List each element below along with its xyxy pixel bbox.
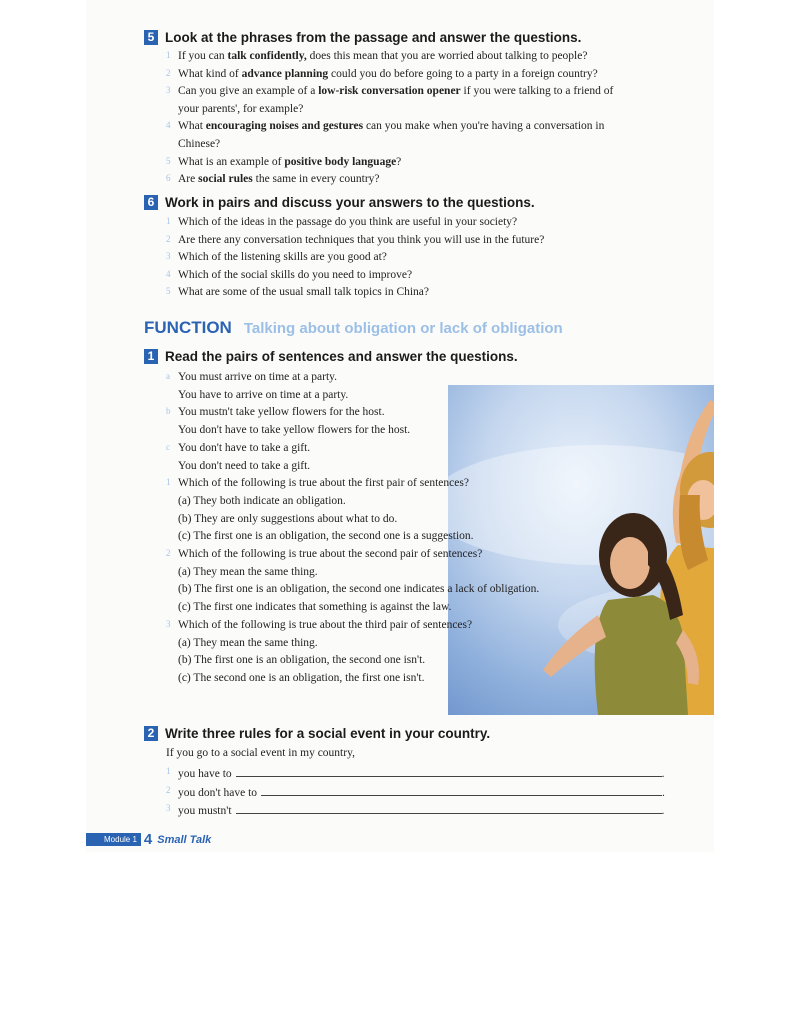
question-line bbox=[178, 102, 303, 117]
item-letter: a bbox=[166, 371, 170, 381]
question-line bbox=[178, 119, 604, 134]
question-text: your parents', for example? bbox=[178, 102, 304, 115]
question-text: What is an example of bbox=[178, 155, 285, 168]
sentence-line: You don't have to take a gift. bbox=[178, 441, 311, 454]
section-number: 1 bbox=[144, 349, 158, 364]
section-number: 5 bbox=[144, 30, 158, 45]
question-line bbox=[178, 49, 587, 64]
function-2-heading bbox=[144, 726, 490, 741]
section-title: Read the pairs of sentences and answer the questions. bbox=[165, 349, 518, 364]
question-text: What bbox=[178, 120, 206, 133]
item-number: 5 bbox=[166, 286, 171, 297]
rule-prompt: you mustn't bbox=[178, 805, 232, 817]
key-phrase: positive body language bbox=[284, 155, 397, 168]
answer-blank[interactable] bbox=[261, 784, 662, 796]
sentence-line: (c) The first one is an obligation, the second one is a suggestion. bbox=[178, 530, 474, 543]
section-number: 2 bbox=[144, 726, 158, 741]
section-title: Work in pairs and discuss your answers to the questions. bbox=[165, 195, 535, 210]
answer-blank[interactable] bbox=[236, 765, 662, 777]
sentence-line: You don't have to take yellow flowers for the host. bbox=[178, 424, 411, 437]
question-line: Which of the social skills do you need to improve? bbox=[178, 268, 413, 281]
question-line: What are some of the usual small talk topics in China? bbox=[178, 286, 430, 299]
item-number: 3 bbox=[166, 251, 171, 262]
function-1-heading bbox=[144, 349, 518, 364]
sentence-line: (a) They mean the same thing. bbox=[178, 565, 318, 578]
sentence-line: You don't need to take a gift. bbox=[178, 459, 311, 472]
period: . bbox=[662, 786, 665, 799]
question-text: could you do before going to a party in a foreign country? bbox=[328, 67, 598, 80]
question-line bbox=[178, 84, 613, 99]
item-number: 1 bbox=[166, 766, 171, 776]
module-title: Small Talk bbox=[157, 833, 212, 846]
item-letter: 3 bbox=[166, 618, 171, 629]
question-text: the same in every country? bbox=[252, 173, 380, 186]
question-text: ? bbox=[396, 155, 402, 168]
item-number: 3 bbox=[166, 85, 171, 96]
question-line bbox=[178, 137, 220, 152]
sentence-line: (a) They both indicate an obligation. bbox=[178, 494, 346, 507]
rule-line bbox=[178, 802, 664, 819]
question-line: Which of the listening skills are you good at? bbox=[178, 251, 387, 264]
question-text: does this mean that you are worried about talking to people? bbox=[306, 50, 588, 62]
section-title: Write three rules for a social event in your country. bbox=[165, 726, 491, 741]
question-text: Chinese? bbox=[178, 138, 221, 150]
sentence-line: (b) They are only suggestions about what to do. bbox=[178, 512, 398, 525]
item-number: 3 bbox=[166, 803, 171, 813]
item-number: 4 bbox=[166, 268, 171, 279]
sentence-line: Which of the following is true about the third pair of sentences? bbox=[178, 618, 473, 631]
question-text: Can you give an example of a bbox=[178, 85, 319, 98]
question-line bbox=[178, 172, 380, 187]
item-number: 1 bbox=[166, 50, 171, 60]
key-phrase: talk confidently, bbox=[227, 50, 307, 62]
item-letter: c bbox=[166, 441, 170, 452]
page-footer bbox=[86, 831, 211, 848]
key-phrase: encouraging noises and gestures bbox=[205, 120, 364, 133]
function-subtitle: Talking about obligation or lack of obligation bbox=[243, 320, 563, 337]
sentence-line: Which of the following is true about the second pair of sentences? bbox=[178, 548, 483, 560]
sentence-line: You must arrive on time at a party. bbox=[178, 371, 338, 383]
item-letter: b bbox=[166, 406, 171, 417]
exercise-intro: If you go to a social event in my country, bbox=[166, 747, 355, 759]
question-line bbox=[178, 155, 401, 170]
item-number: 2 bbox=[166, 67, 171, 78]
question-line: Are there any conversation techniques that you think you will use in the future? bbox=[178, 233, 545, 246]
rule-line bbox=[178, 765, 665, 782]
section-title: Look at the phrases from the passage and answer the questions. bbox=[165, 30, 582, 45]
key-phrase: social rules bbox=[198, 173, 253, 186]
question-text: if you were talking to a friend of bbox=[460, 85, 614, 98]
period: . bbox=[661, 805, 665, 817]
question-text: can you make when you're having a conversation in bbox=[363, 120, 605, 133]
item-letter: 2 bbox=[166, 548, 171, 558]
item-number: 1 bbox=[166, 216, 171, 226]
item-number: 6 bbox=[166, 173, 171, 184]
module-tab: Module 1 bbox=[86, 833, 141, 846]
function-label: FUNCTION bbox=[144, 318, 232, 337]
sentence-line: You mustn't take yellow flowers for the host. bbox=[178, 406, 385, 419]
section-6-heading bbox=[144, 195, 535, 210]
item-number: 4 bbox=[166, 120, 171, 131]
key-phrase: advance planning bbox=[241, 67, 329, 80]
item-number: 2 bbox=[166, 233, 171, 244]
item-number: 5 bbox=[166, 155, 171, 166]
sentence-line: (c) The first one indicates that something is against the law. bbox=[178, 601, 452, 614]
question-text: If you can bbox=[178, 50, 228, 62]
function-heading bbox=[144, 318, 563, 338]
sentence-line: You have to arrive on time at a party. bbox=[178, 388, 349, 401]
rule-prompt: you don't have to bbox=[178, 786, 258, 799]
page-number: 4 bbox=[143, 831, 153, 848]
sentence-line: Which of the following is true about the first pair of sentences? bbox=[178, 477, 469, 490]
section-5-heading bbox=[144, 30, 581, 45]
question-text: Are bbox=[178, 173, 199, 186]
sentence-line: (c) The second one is an obligation, the first one isn't. bbox=[178, 671, 425, 684]
item-letter: 1 bbox=[166, 477, 171, 488]
period: . bbox=[661, 768, 665, 780]
textbook-page bbox=[86, 0, 714, 852]
rule-prompt: you have to bbox=[178, 768, 232, 780]
answer-blank[interactable] bbox=[236, 802, 662, 814]
rule-line bbox=[178, 784, 665, 801]
question-line bbox=[178, 67, 598, 82]
section-number: 6 bbox=[144, 195, 158, 210]
sentence-line: (b) The first one is an obligation, the second one isn't. bbox=[178, 654, 426, 667]
question-line: Which of the ideas in the passage do you think are useful in your society? bbox=[178, 216, 518, 228]
item-number: 2 bbox=[166, 784, 171, 795]
key-phrase: low-risk conversation opener bbox=[318, 85, 461, 98]
sentence-line: (b) The first one is an obligation, the second one indicates a lack of obligation. bbox=[178, 583, 540, 596]
question-text: What kind of bbox=[178, 67, 242, 80]
sentence-line: (a) They mean the same thing. bbox=[178, 636, 318, 649]
